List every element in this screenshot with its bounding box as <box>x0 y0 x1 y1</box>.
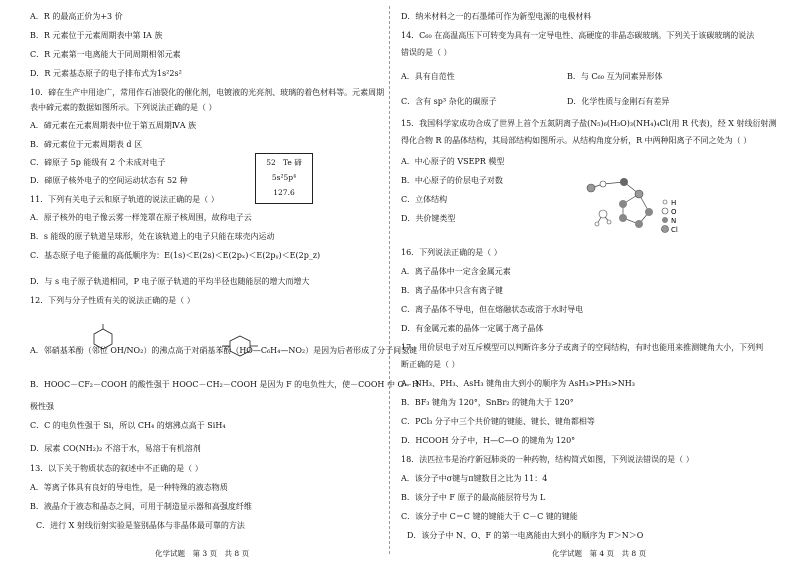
text-line: A．离子晶体中一定含金属元素 <box>401 267 511 276</box>
text-line: B．该分子中 F 原子的最高能层符号为 L <box>401 493 546 502</box>
text-line: C．C 的电负性强于 Si，所以 CH₄ 的熔沸点高于 SiH₄ <box>30 421 226 430</box>
text-line: C．离子晶体不导电，但在熔融状态或溶于水时导电 <box>401 305 584 314</box>
right-page <box>397 0 778 561</box>
question-11: 11．下列有关电子云和原子轨道的说法正确的是（ ） <box>30 195 219 204</box>
text-line: A．等离子体具有良好的导电性，是一种特殊的液态物质 <box>30 483 228 492</box>
text-line: A．R 的最高正价为+3 价 <box>30 12 123 21</box>
text-line: 错误的是（ ） <box>401 48 452 57</box>
text-line: B．s 能级的原子轨道呈球形，处在该轨道上的电子只能在球壳内运动 <box>30 232 275 241</box>
text-line: A．具有自范性 <box>401 72 455 81</box>
text-line: B．中心原子的价层电子对数 <box>401 176 503 185</box>
text-line: B．液晶介于液态和晶态之间，可用于制造显示器和高强度纤维 <box>30 502 252 511</box>
element-symbol: Te 碲 <box>282 158 302 167</box>
page-footer: 化学试题 第 3 页 共 8 页 <box>155 549 250 558</box>
question-14: 14．C₆₀ 在高温高压下可转变为具有一定导电性、高硬度的非晶态碳玻璃。下列关于该碳玻璃的说法 <box>401 31 755 40</box>
question-16: 16．下列说法正确的是（ ） <box>401 248 502 257</box>
text-line: B．碲元素位于元素周期表 d 区 <box>30 140 143 149</box>
legend-n: N <box>671 217 677 225</box>
text-line: C．R 元素第一电离能大于同周期相邻元素 <box>30 50 181 59</box>
text-line: A．中心原子的 VSEPR 模型 <box>401 157 505 166</box>
text-line: C．进行 X 射线衍射实验是鉴别晶体与非晶体最可靠的方法 <box>36 521 245 530</box>
question-13: 13．以下关于物质状态的叙述中不正确的是（ ） <box>30 464 203 473</box>
question-15: 15．我国科学家成功合成了世界上首个五氮阴离子盐(N₅)₆(H₃O)₃(NH₄)₄Cl(用 R 代表)，经 X 射线衍射测 <box>401 119 777 128</box>
text-line: A．该分子中σ键与π键数目之比为 11：4 <box>401 474 548 483</box>
atomic-mass: 127.6 <box>273 188 295 197</box>
question-17: 17．用价层电子对互斥模型可以判断许多分子或离子的空间结构，有时也能用来推测键角大小，下列判 <box>401 343 764 352</box>
text-line: C．立体结构 <box>401 195 448 204</box>
column-divider <box>389 6 390 554</box>
text-line: C．碲原子 5p 能级有 2 个未成对电子 <box>30 158 166 167</box>
question-18: 18．法匹拉韦是治疗新冠肺炎的一种药物，结构简式如图，下列说法错误的是（ ） <box>401 455 694 464</box>
text-line: D．该分子中 N、O、F 的第一电离能由大到小的顺序为 F＞N＞O <box>407 531 644 540</box>
text-line: B．与 C₆₀ 互为同素异形体 <box>567 72 663 81</box>
text-line: D．HCOOH 分子中，H—C—O 的键角为 120° <box>401 436 576 445</box>
legend-o: O <box>671 208 677 216</box>
text-line: D．化学性质与金刚石有差异 <box>567 97 670 106</box>
text-line: A．原子核外的电子像云雾一样笼罩在原子核周围，故称电子云 <box>30 213 252 222</box>
text-line: B．离子晶体中只含有离子键 <box>401 286 503 295</box>
text-line: 得化合物 R 的晶体结构，其局部结构如图所示。从结构角度分析，R 中两种阳离子不同之处为（ ） <box>401 136 752 145</box>
text-line: A．碲元素在元素周期表中位于第五周期ⅣA 族 <box>30 121 197 130</box>
text-line: C．该分子中 C＝C 键的键能大于 C－C 键的键能 <box>401 512 578 521</box>
text-line: D．有金属元素的晶体一定属于离子晶体 <box>401 324 544 333</box>
text-line: B．R 元素位于元素周期表中第 IA 族 <box>30 31 163 40</box>
electron-config: 5s²5p⁴ <box>271 173 297 182</box>
crystal-structure-figure <box>579 154 709 234</box>
text-line: D．与 s 电子原子轨道相同，P 电子原子轨道的平均半径也随能层的增大而增大 <box>30 277 310 286</box>
text-line: D．尿素 CO(NH₂)₂ 不溶于水，易溶于有机溶剂 <box>30 444 201 453</box>
text-line: 表中碲元素的数据如图所示。下列说法正确的是（ ） <box>30 103 217 112</box>
atomic-number: 52 <box>266 158 276 167</box>
text-line: D．共价键类型 <box>401 214 456 223</box>
question-10: 10．碲在生产中用途广，常用作石油裂化的催化剂，电镀液的光亮剂、玻璃的着色材料等。元素周期 <box>30 88 385 97</box>
text-line: 断正确的是（ ） <box>401 360 460 369</box>
text-line: B．BF₃ 键角为 120°，SnBr₂ 的键角大于 120° <box>401 398 574 407</box>
text-line: D．纳米材料之一的石墨烯可作为新型电源的电极材料 <box>401 12 592 21</box>
legend-h: H <box>671 199 677 207</box>
legend-cl: Cl <box>671 226 678 234</box>
text-line: A．NH₃、PH₃、AsH₃ 键角由大到小的顺序为 AsH₃>PH₃>NH₃ <box>401 379 635 388</box>
text-line: D．碲原子核外电子的空间运动状态有 52 种 <box>30 176 188 185</box>
text-line: 极性强 <box>30 402 54 411</box>
text-line: D．R 元素基态原子的电子排布式为1s²2s² <box>30 69 182 78</box>
text-line: C．基态原子电子能量的高低顺序为：E(1s)＜E(2s)＜E(2pₓ)＜E(2pᵧ)＜E(2p_z) <box>30 251 321 260</box>
text-line: B．HOOC－CF₂－COOH 的酸性强于 HOOC－CH₂－COOH 是因为 F 的电负性大，使－COOH 中 O－H <box>30 380 420 389</box>
question-12: 12．下列与分子性质有关的说法正确的是（ ） <box>30 296 195 305</box>
page-footer: 化学试题 第 4 页 共 8 页 <box>552 549 647 558</box>
text-line: A．邻硝基苯酚（邻位 OH/NO₂）的沸点高于对硝基苯酚（HO—C₆H₄—NO₂）是因为后者形成了分子间氢键 <box>30 346 418 355</box>
text-line: C．含有 sp³ 杂化的碳原子 <box>401 97 497 106</box>
text-line: C．PCl₃ 分子中三个共价键的键能、键长、键角都相等 <box>401 417 595 426</box>
tellurium-element-box <box>255 153 313 204</box>
